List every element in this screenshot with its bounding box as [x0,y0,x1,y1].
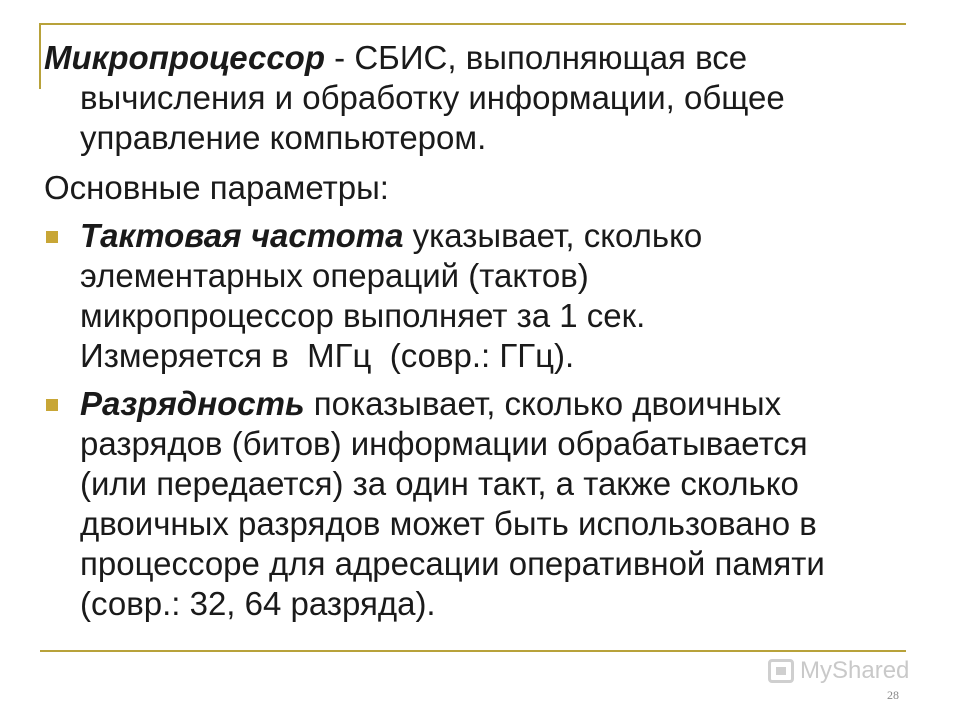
definition-separator: - [325,39,355,76]
myshared-logo-icon [768,659,794,683]
definition-line-2: вычисления и обработку информации, общее [80,79,785,116]
bullet-line: процессоре для адресации оперативной памяти [80,545,825,582]
left-accent-rule [39,23,41,89]
bullet-line: (или передается) за один такт, а также сколько [80,465,799,502]
bullet-line: (совр.: 32, 64 разряда). [80,585,436,622]
subheading: Основные параметры: [44,169,389,206]
bullet-line [80,216,914,256]
definition-line-1 [44,38,914,78]
bottom-rule [40,650,906,652]
definition-term: Микропроцессор [44,39,325,76]
bullet-line: элементарных операций (тактов) [80,257,589,294]
watermark [768,657,909,685]
bullet-bit-width [44,384,914,624]
top-rule [40,23,906,25]
watermark-text: MyShared [800,657,910,684]
bullet-line: двоичных разрядов может быть использовано в [80,505,817,542]
bullet-line [80,384,914,424]
bullet-line: разрядов (битов) информации обрабатывается [80,425,808,462]
square-bullet-icon [46,231,58,243]
bullet-line: Измеряется в МГц (совр.: ГГц). [80,337,575,374]
square-bullet-icon [46,399,58,411]
bullet-text: указывает, сколько [412,217,703,254]
page-number: 28 [887,688,899,702]
bullet-term: Тактовая частота [80,217,404,254]
slide-content [44,38,914,624]
bullet-term: Разрядность [80,385,305,422]
bullet-clock-frequency [44,216,914,376]
definition-text-1: СБИС, выполняющая все [354,39,748,76]
bullet-text: показывает, сколько двоичных [313,385,782,422]
definition-line-3: управление компьютером. [80,119,487,156]
bullet-line: микропроцессор выполняет за 1 сек. [80,297,646,334]
